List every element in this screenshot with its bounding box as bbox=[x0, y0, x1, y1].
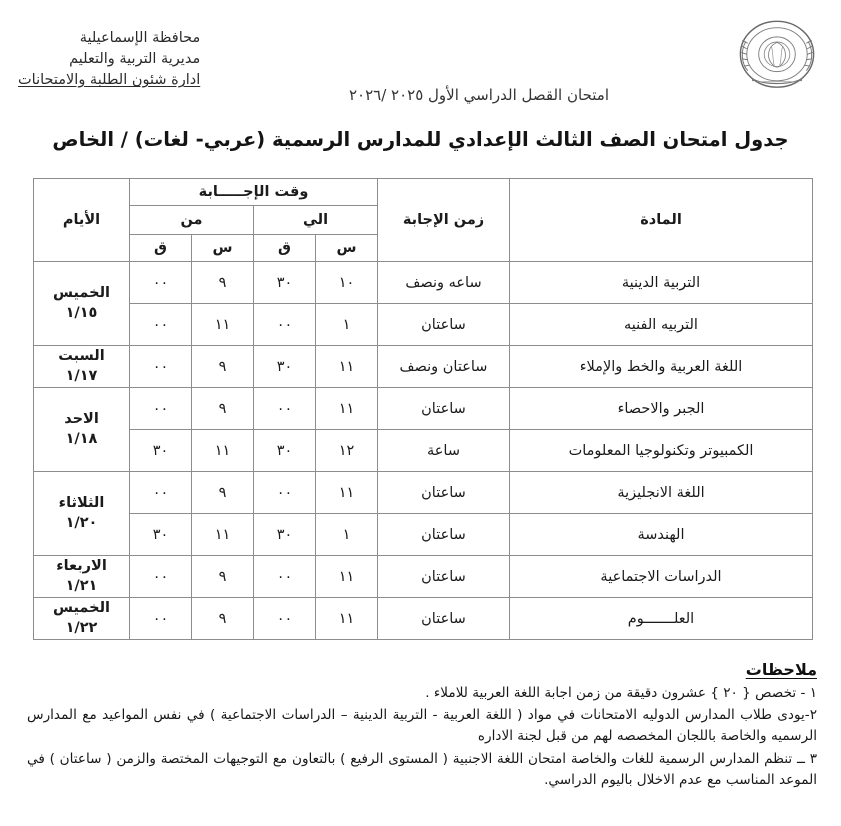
cell-to-minutes: ٠٠ bbox=[254, 388, 316, 430]
col-header-subject: المادة bbox=[510, 179, 813, 262]
cell-to-hours: ١١ bbox=[316, 598, 378, 640]
cell-subject: اللغة الانجليزية bbox=[510, 472, 813, 514]
cell-duration: ساعة bbox=[378, 430, 510, 472]
cell-from-minutes: ٠٠ bbox=[130, 304, 192, 346]
cell-duration: ساعتان bbox=[378, 598, 510, 640]
cell-from-hours: ١١ bbox=[192, 304, 254, 346]
table-row bbox=[34, 430, 813, 472]
issuing-authority-block bbox=[18, 14, 200, 91]
cell-from-hours: ٩ bbox=[192, 556, 254, 598]
cell-to-minutes: ٣٠ bbox=[254, 430, 316, 472]
exam-term-subtitle: امتحان القصل الدراسي الأول ٢٠٢٥ /٢٠٢٦ bbox=[348, 86, 609, 104]
cell-to-hours: ١١ bbox=[316, 472, 378, 514]
cell-day bbox=[34, 472, 130, 556]
cell-duration: ساعتان bbox=[378, 472, 510, 514]
cell-from-hours: ٩ bbox=[192, 472, 254, 514]
cell-duration: ساعتان bbox=[378, 556, 510, 598]
day-date: ١/٢٠ bbox=[65, 514, 98, 531]
col-header-from-minutes: ق bbox=[130, 235, 192, 262]
cell-from-hours: ١١ bbox=[192, 514, 254, 556]
note-item-3: ٣ ــ تنظم المدارس الرسمية للغات والخاصة امتحان اللغة الاجنبية ( المستوى الرفيع ) بالتعاون مع التوجيهات المختصة والزمن ( ساعتان ) في الموعد المناسب مع عدم الاخلال باليوم الدراسي. bbox=[27, 751, 817, 789]
col-header-duration: زمن الإجابة bbox=[378, 179, 510, 262]
day-date: ١/١٧ bbox=[65, 367, 98, 384]
cell-to-minutes: ٠٠ bbox=[254, 304, 316, 346]
note-item-2: ٢-يودى طلاب المدارس الدوليه الامتحانات في مواد ( اللغة العربية - التربية الدينية – الدراسات الاجتماعية ) في نفس المواعيد مع المدارس الرسميه والخاصة باللجان المخصصه لهم من قبل لجنة الاداره bbox=[27, 707, 817, 745]
notes-heading: ملاحظات bbox=[745, 660, 817, 679]
day-name: الاحد bbox=[64, 410, 99, 427]
cell-subject: اللغة العربية والخط والإملاء bbox=[510, 346, 813, 388]
exam-schedule-table bbox=[33, 178, 813, 640]
day-date: ١/٢٢ bbox=[65, 619, 98, 636]
document-header bbox=[0, 0, 841, 96]
cell-to-hours: ١١ bbox=[316, 556, 378, 598]
cell-to-minutes: ٠٠ bbox=[254, 556, 316, 598]
cell-duration: ساعتان bbox=[378, 514, 510, 556]
cell-duration: ساعتان ونصف bbox=[378, 346, 510, 388]
egypt-national-emblem-icon bbox=[731, 14, 823, 100]
cell-from-minutes: ٠٠ bbox=[130, 472, 192, 514]
col-header-to-hours: س bbox=[316, 235, 378, 262]
cell-duration: ساعتان bbox=[378, 304, 510, 346]
table-row bbox=[34, 304, 813, 346]
cell-duration: ساعه ونصف bbox=[378, 262, 510, 304]
cell-subject: الهندسة bbox=[510, 514, 813, 556]
table-row bbox=[34, 514, 813, 556]
cell-to-minutes: ٣٠ bbox=[254, 262, 316, 304]
cell-to-hours: ١ bbox=[316, 514, 378, 556]
day-date: ١/١٨ bbox=[65, 430, 98, 447]
cell-to-hours: ١ bbox=[316, 304, 378, 346]
cell-from-hours: ٩ bbox=[192, 388, 254, 430]
cell-from-minutes: ٣٠ bbox=[130, 430, 192, 472]
cell-day bbox=[34, 346, 130, 388]
day-name: الخميس bbox=[52, 284, 110, 301]
day-name: الثلاثاء bbox=[58, 494, 105, 511]
table-head bbox=[34, 179, 813, 262]
governorate-line: محافظة الإسماعيلية bbox=[79, 30, 201, 46]
department-line: ادارة شئون الطلبة والامتحانات bbox=[18, 72, 201, 89]
cell-subject: الكمبيوتر وتكنولوجيا المعلومات bbox=[510, 430, 813, 472]
cell-subject: الدراسات الاجتماعية bbox=[510, 556, 813, 598]
cell-from-minutes: ٠٠ bbox=[130, 556, 192, 598]
cell-subject: العلـــــــوم bbox=[510, 598, 813, 640]
cell-subject: التربيه الفنيه bbox=[510, 304, 813, 346]
table-row bbox=[34, 472, 813, 514]
table-row bbox=[34, 388, 813, 430]
cell-day bbox=[34, 556, 130, 598]
table-row bbox=[34, 598, 813, 640]
col-header-from-hours: س bbox=[192, 235, 254, 262]
cell-from-hours: ٩ bbox=[192, 346, 254, 388]
cell-from-hours: ٩ bbox=[192, 598, 254, 640]
cell-day bbox=[34, 388, 130, 472]
day-date: ١/١٥ bbox=[65, 304, 98, 321]
notes-section bbox=[27, 660, 817, 792]
cell-from-minutes: ٠٠ bbox=[130, 388, 192, 430]
cell-from-minutes: ٣٠ bbox=[130, 514, 192, 556]
day-name: السبت bbox=[58, 347, 105, 364]
table-row bbox=[34, 262, 813, 304]
col-header-to: الي bbox=[254, 206, 378, 235]
cell-day bbox=[34, 598, 130, 640]
header-row-group bbox=[34, 179, 813, 206]
cell-subject: التربية الدينية bbox=[510, 262, 813, 304]
cell-to-hours: ١٠ bbox=[316, 262, 378, 304]
cell-from-hours: ٩ bbox=[192, 262, 254, 304]
cell-to-hours: ١١ bbox=[316, 346, 378, 388]
col-header-days: الأيام bbox=[34, 179, 130, 262]
col-header-to-minutes: ق bbox=[254, 235, 316, 262]
cell-to-minutes: ٠٠ bbox=[254, 598, 316, 640]
cell-to-minutes: ٣٠ bbox=[254, 514, 316, 556]
cell-from-minutes: ٠٠ bbox=[130, 346, 192, 388]
directorate-line: مديرية التربية والتعليم bbox=[69, 51, 201, 68]
cell-to-minutes: ٠٠ bbox=[254, 472, 316, 514]
table-row bbox=[34, 346, 813, 388]
day-name: الاربعاء bbox=[56, 557, 107, 574]
cell-to-hours: ١١ bbox=[316, 388, 378, 430]
col-header-from: من bbox=[130, 206, 254, 235]
col-header-answer-time: وقت الإجـــــابة bbox=[130, 179, 378, 206]
table-body bbox=[34, 262, 813, 640]
cell-duration: ساعتان bbox=[378, 388, 510, 430]
page-title: جدول امتحان الصف الثالث الإعدادي للمدارس الرسمية (عربي- لغات) / الخاص bbox=[52, 128, 789, 151]
cell-from-hours: ١١ bbox=[192, 430, 254, 472]
cell-subject: الجبر والاحصاء bbox=[510, 388, 813, 430]
cell-to-hours: ١٢ bbox=[316, 430, 378, 472]
table-row bbox=[34, 556, 813, 598]
cell-to-minutes: ٣٠ bbox=[254, 346, 316, 388]
schedule-table-container bbox=[33, 178, 813, 640]
cell-from-minutes: ٠٠ bbox=[130, 262, 192, 304]
note-item-1: ١ - تخصص { ٢٠ } عشرون دقيقة من زمن اجابة اللغة العربية للاملاء . bbox=[425, 685, 817, 701]
day-date: ١/٢١ bbox=[65, 577, 98, 594]
cell-from-minutes: ٠٠ bbox=[130, 598, 192, 640]
day-name: الخميس bbox=[52, 599, 110, 616]
cell-day bbox=[34, 262, 130, 346]
